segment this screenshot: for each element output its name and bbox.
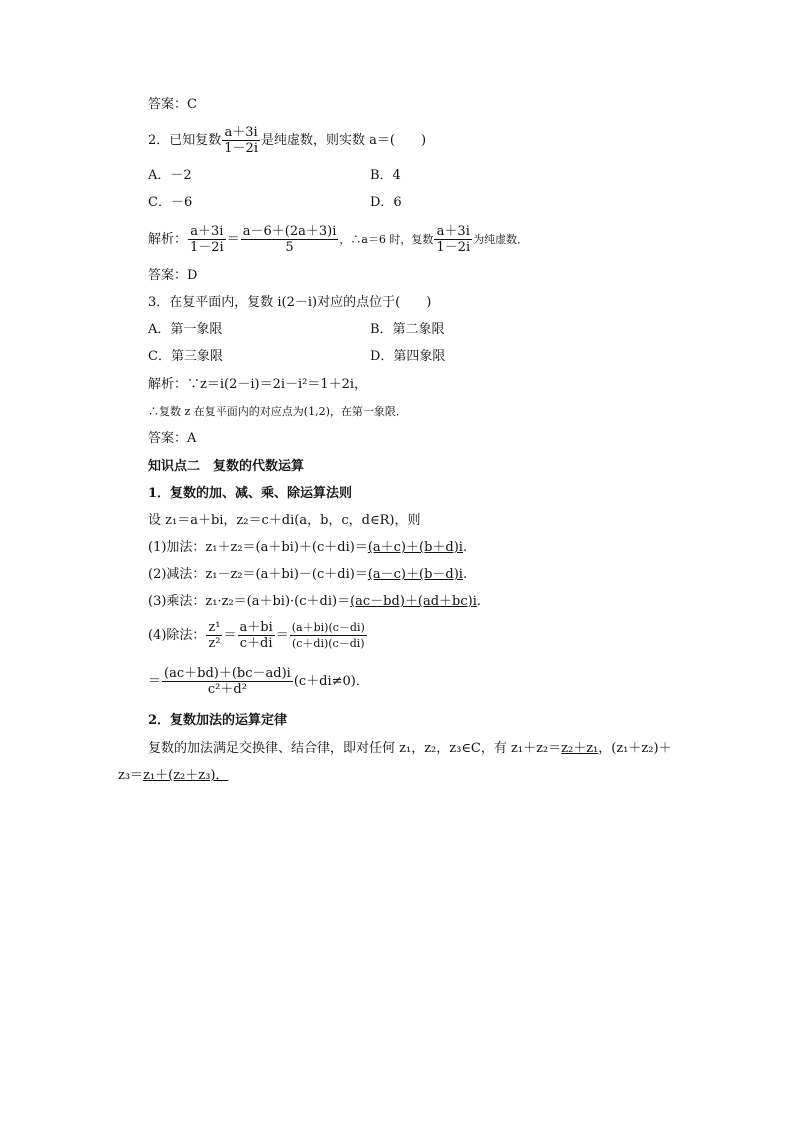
div-frac-1 <box>206 620 222 651</box>
q2-option-a: A．－2 <box>148 168 192 183</box>
law-prefix: 复数的加法满足交换律、结合律，即对任何 z₁，z₂，z₃∈C，有 z₁＋z₂＝ <box>148 741 562 756</box>
div-frac-2-num: a＋bi <box>239 620 273 635</box>
mul-suffix: . <box>476 594 482 609</box>
div-result-den: c²＋d² <box>207 682 247 697</box>
q3-option-b: B．第二象限 <box>370 322 445 337</box>
answer-3: 答案：A <box>148 431 197 446</box>
div-frac-1-den: z² <box>208 636 221 651</box>
div-frac-3 <box>290 620 367 651</box>
q2-sol-frac-2-den: 5 <box>285 240 294 255</box>
q2-sol-frac-2 <box>241 224 339 255</box>
addition-laws-line-2 <box>118 767 228 785</box>
div-equals-1: ＝ <box>223 628 237 643</box>
q3-solution-line-1: 解析：∵z＝i(2－i)＝2i－i²＝1＋2i， <box>148 377 368 392</box>
law-middle: ，(z₁＋z₂)＋ <box>598 741 672 756</box>
sub-suffix: . <box>462 567 468 582</box>
q3-option-c: C．第三象限 <box>148 349 223 364</box>
q2-sol-frac-1-den: 1－2i <box>190 240 224 255</box>
sub-answer: (a－c)＋(b－d)i <box>367 567 463 582</box>
div-result-condition: (c＋di≠0)． <box>293 674 369 689</box>
q2-fraction <box>222 125 260 156</box>
add-prefix: (1)加法：z₁＋z₂＝(a＋bi)＋(c＋di)＝ <box>148 540 368 555</box>
law-associative-answer: z₁＋(z₂＋z₃)． <box>143 768 229 783</box>
answer-2: 答案：D <box>148 268 198 283</box>
div-result-frac <box>162 666 293 697</box>
div-frac-2-den: c＋di <box>239 636 273 651</box>
div-prefix: (4)除法： <box>148 628 206 643</box>
rule-addition <box>148 539 467 557</box>
q3-option-a: A．第一象限 <box>148 322 223 337</box>
q2-sol-frac-3-num: a＋3i <box>434 224 472 240</box>
q2-frac-den: 1－2i <box>224 141 258 156</box>
section-2-title: 2．复数加法的运算定律 <box>148 713 288 728</box>
div-equals-2: ＝ <box>275 628 289 643</box>
q2-sol-middle: ，∴a＝6 时，复数 <box>339 233 434 246</box>
q2-suffix: 是纯虚数，则实数 a＝( ) <box>260 133 427 148</box>
rule-subtraction <box>148 566 467 584</box>
q2-sol-frac-1-num: a＋3i <box>188 224 226 240</box>
div-result-equals: ＝ <box>148 674 162 689</box>
answer-1: 答案：C <box>148 97 197 112</box>
div-frac-3-den: (c＋di)(c－di) <box>291 637 365 650</box>
add-answer: (a＋c)＋(b＋d)i <box>367 540 463 555</box>
question-3: 3．在复平面内，复数 i(2－i)对应的点位于( ) <box>148 295 432 310</box>
law-commutative-answer: z₂＋z₁ <box>561 741 599 756</box>
q2-prefix: 2．已知复数 <box>148 133 222 148</box>
rule-division <box>148 618 368 654</box>
mul-answer: (ac－bd)＋(ad＋bc)i <box>350 594 477 609</box>
sub-prefix: (2)减法：z₁－z₂＝(a＋bi)－(c＋di)＝ <box>148 567 368 582</box>
addition-laws-line-1 <box>148 740 672 758</box>
q2-sol-frac-3 <box>434 224 472 255</box>
knowledge-point-heading: 知识点二 复数的代数运算 <box>148 459 305 474</box>
div-frac-2 <box>238 620 275 651</box>
q3-solution-line-2: ∴复数 z 在复平面内的对应点为(1,2)，在第一象限． <box>148 405 407 418</box>
q2-solution <box>148 223 528 257</box>
add-suffix: . <box>462 540 468 555</box>
q2-sol-prefix: 解析： <box>148 232 188 247</box>
rule-multiplication <box>148 593 481 611</box>
div-frac-3-num: (a＋bi)(c－di) <box>291 621 365 634</box>
q2-option-c: C．－6 <box>148 195 193 210</box>
section-1-definition: 设 z₁＝a＋bi，z₂＝c＋di(a，b，c，d∈R)，则 <box>148 513 421 528</box>
div-frac-1-num: z¹ <box>208 620 221 635</box>
q2-option-b: B．4 <box>370 168 401 183</box>
q2-sol-frac-1 <box>188 224 226 255</box>
q2-frac-num: a＋3i <box>222 125 260 141</box>
q2-sol-equals: ＝ <box>226 232 240 247</box>
q2-sol-suffix: 为纯虚数． <box>473 233 529 246</box>
q2-sol-frac-2-num: a－6＋(2a＋3)i <box>242 224 337 239</box>
q3-option-d: D．第四象限 <box>370 349 446 364</box>
q2-option-d: D．6 <box>370 195 402 210</box>
law2-prefix: z₃＝ <box>118 768 144 783</box>
section-1-title: 1．复数的加、减、乘、除运算法则 <box>148 486 353 501</box>
question-2 <box>148 124 426 158</box>
rule-division-result <box>148 664 369 700</box>
q2-sol-frac-3-den: 1－2i <box>436 240 471 255</box>
mul-prefix: (3)乘法：z₁·z₂＝(a＋bi)·(c＋di)＝ <box>148 594 351 609</box>
div-result-num: (ac＋bd)＋(bc－ad)i <box>164 666 291 681</box>
